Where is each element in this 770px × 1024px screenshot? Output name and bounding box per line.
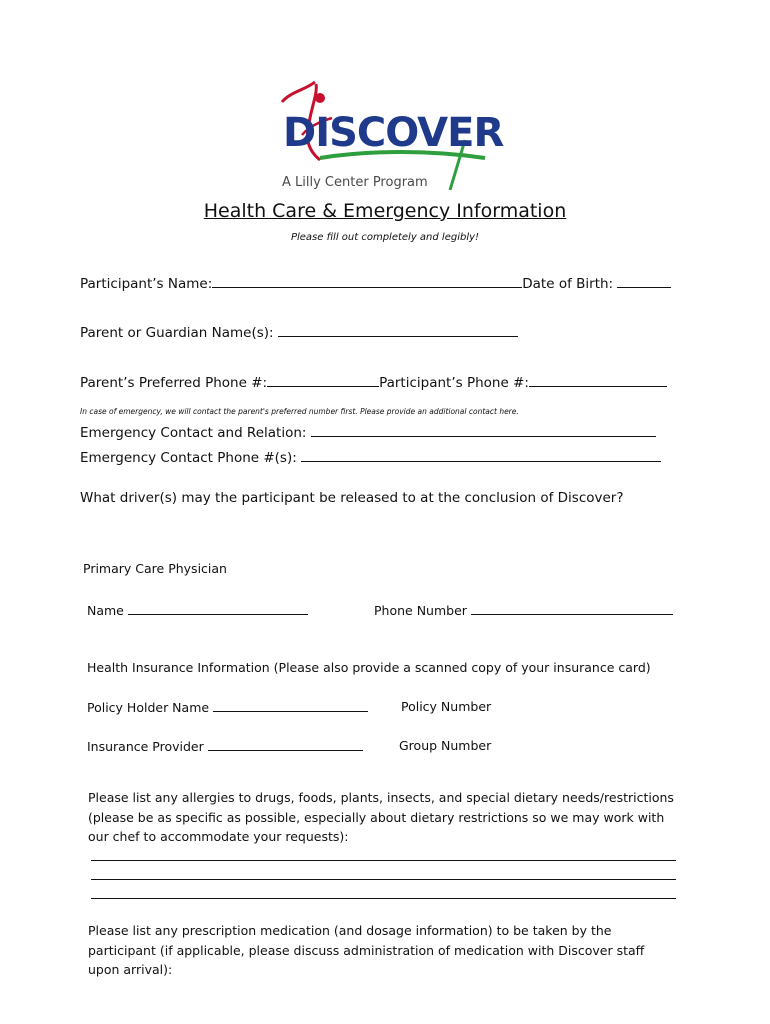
insurance-heading: Health Insurance Information (Please also provide a scanned copy of your insurance card) — [87, 660, 651, 675]
physician-phone-field[interactable] — [471, 602, 673, 615]
policy-number-label: Policy Number — [401, 699, 492, 714]
form-title: Health Care & Emergency Information — [203, 200, 567, 222]
emergency-phone-field[interactable] — [301, 449, 661, 462]
allergies-line-2: (please be as specific as possible, especially about dietary restrictions so we may work with — [88, 809, 665, 825]
emergency-contact-field[interactable] — [311, 424, 656, 437]
policy-holder-label: Policy Holder Name — [87, 700, 210, 715]
physician-name-label: Name — [87, 603, 124, 618]
dob-field[interactable] — [617, 275, 671, 288]
physician-name-field[interactable] — [128, 602, 308, 615]
medication-line-2: participant (if applicable, please discuss administration of medication with Discover staff — [88, 942, 645, 958]
medication-prompt — [88, 921, 644, 980]
medication-line-3: upon arrival): — [88, 962, 173, 977]
drivers-question: What driver(s) may the participant be released to at the conclusion of Discover? — [80, 490, 624, 506]
emergency-phone-label: Emergency Contact Phone #(s): — [80, 450, 297, 466]
insurance-provider-row — [87, 738, 363, 754]
insurance-provider-field[interactable] — [208, 738, 363, 751]
physician-phone-row — [374, 602, 673, 618]
allergies-prompt — [88, 788, 674, 847]
physician-name-row — [87, 602, 308, 618]
phone-row — [80, 374, 667, 391]
parent-phone-label: Parent’s Preferred Phone #: — [80, 375, 268, 391]
policy-holder-field[interactable] — [213, 699, 368, 712]
guardian-name-label: Parent or Guardian Name(s): — [80, 325, 274, 341]
allergies-line-3: our chef to accommodate your requests): — [88, 829, 349, 844]
logo-wordmark: DISCOVER — [283, 110, 504, 156]
physician-phone-label: Phone Number — [374, 603, 467, 618]
guardian-row — [80, 324, 518, 341]
dob-label: Date of Birth: — [522, 276, 614, 292]
allergies-answer-line-1[interactable] — [91, 860, 676, 861]
medication-line-1: Please list any prescription medication (and dosage information) to be taken by the — [88, 923, 612, 938]
form-subtitle: Please fill out completely and legibly! — [290, 232, 480, 243]
logo-tagline: A Lilly Center Program — [282, 175, 428, 190]
allergies-answer-line-2[interactable] — [91, 879, 676, 880]
insurance-provider-label: Insurance Provider — [87, 739, 204, 754]
emergency-contact-label: Emergency Contact and Relation: — [80, 425, 307, 441]
emergency-phone-row — [80, 449, 661, 466]
participant-name-field[interactable] — [212, 275, 522, 288]
group-number-label: Group Number — [399, 738, 492, 753]
participant-phone-label: Participant’s Phone #: — [379, 375, 529, 391]
emergency-note: In case of emergency, we will contact the parent's preferred number first. Please provide an additional contact here. — [80, 407, 519, 416]
allergies-line-1: Please list any allergies to drugs, foods, plants, insects, and special dietary needs/restrictions — [88, 790, 674, 805]
discover-logo — [280, 80, 504, 195]
participant-name-label: Participant’s Name: — [80, 276, 213, 292]
allergies-answer-line-3[interactable] — [91, 898, 676, 899]
emergency-contact-row — [80, 424, 656, 441]
physician-heading: Primary Care Physician — [83, 561, 227, 576]
guardian-name-field[interactable] — [278, 324, 518, 337]
participant-name-row — [80, 275, 671, 292]
participant-phone-field[interactable] — [529, 374, 667, 387]
policy-holder-row — [87, 699, 368, 715]
parent-phone-field[interactable] — [267, 374, 379, 387]
